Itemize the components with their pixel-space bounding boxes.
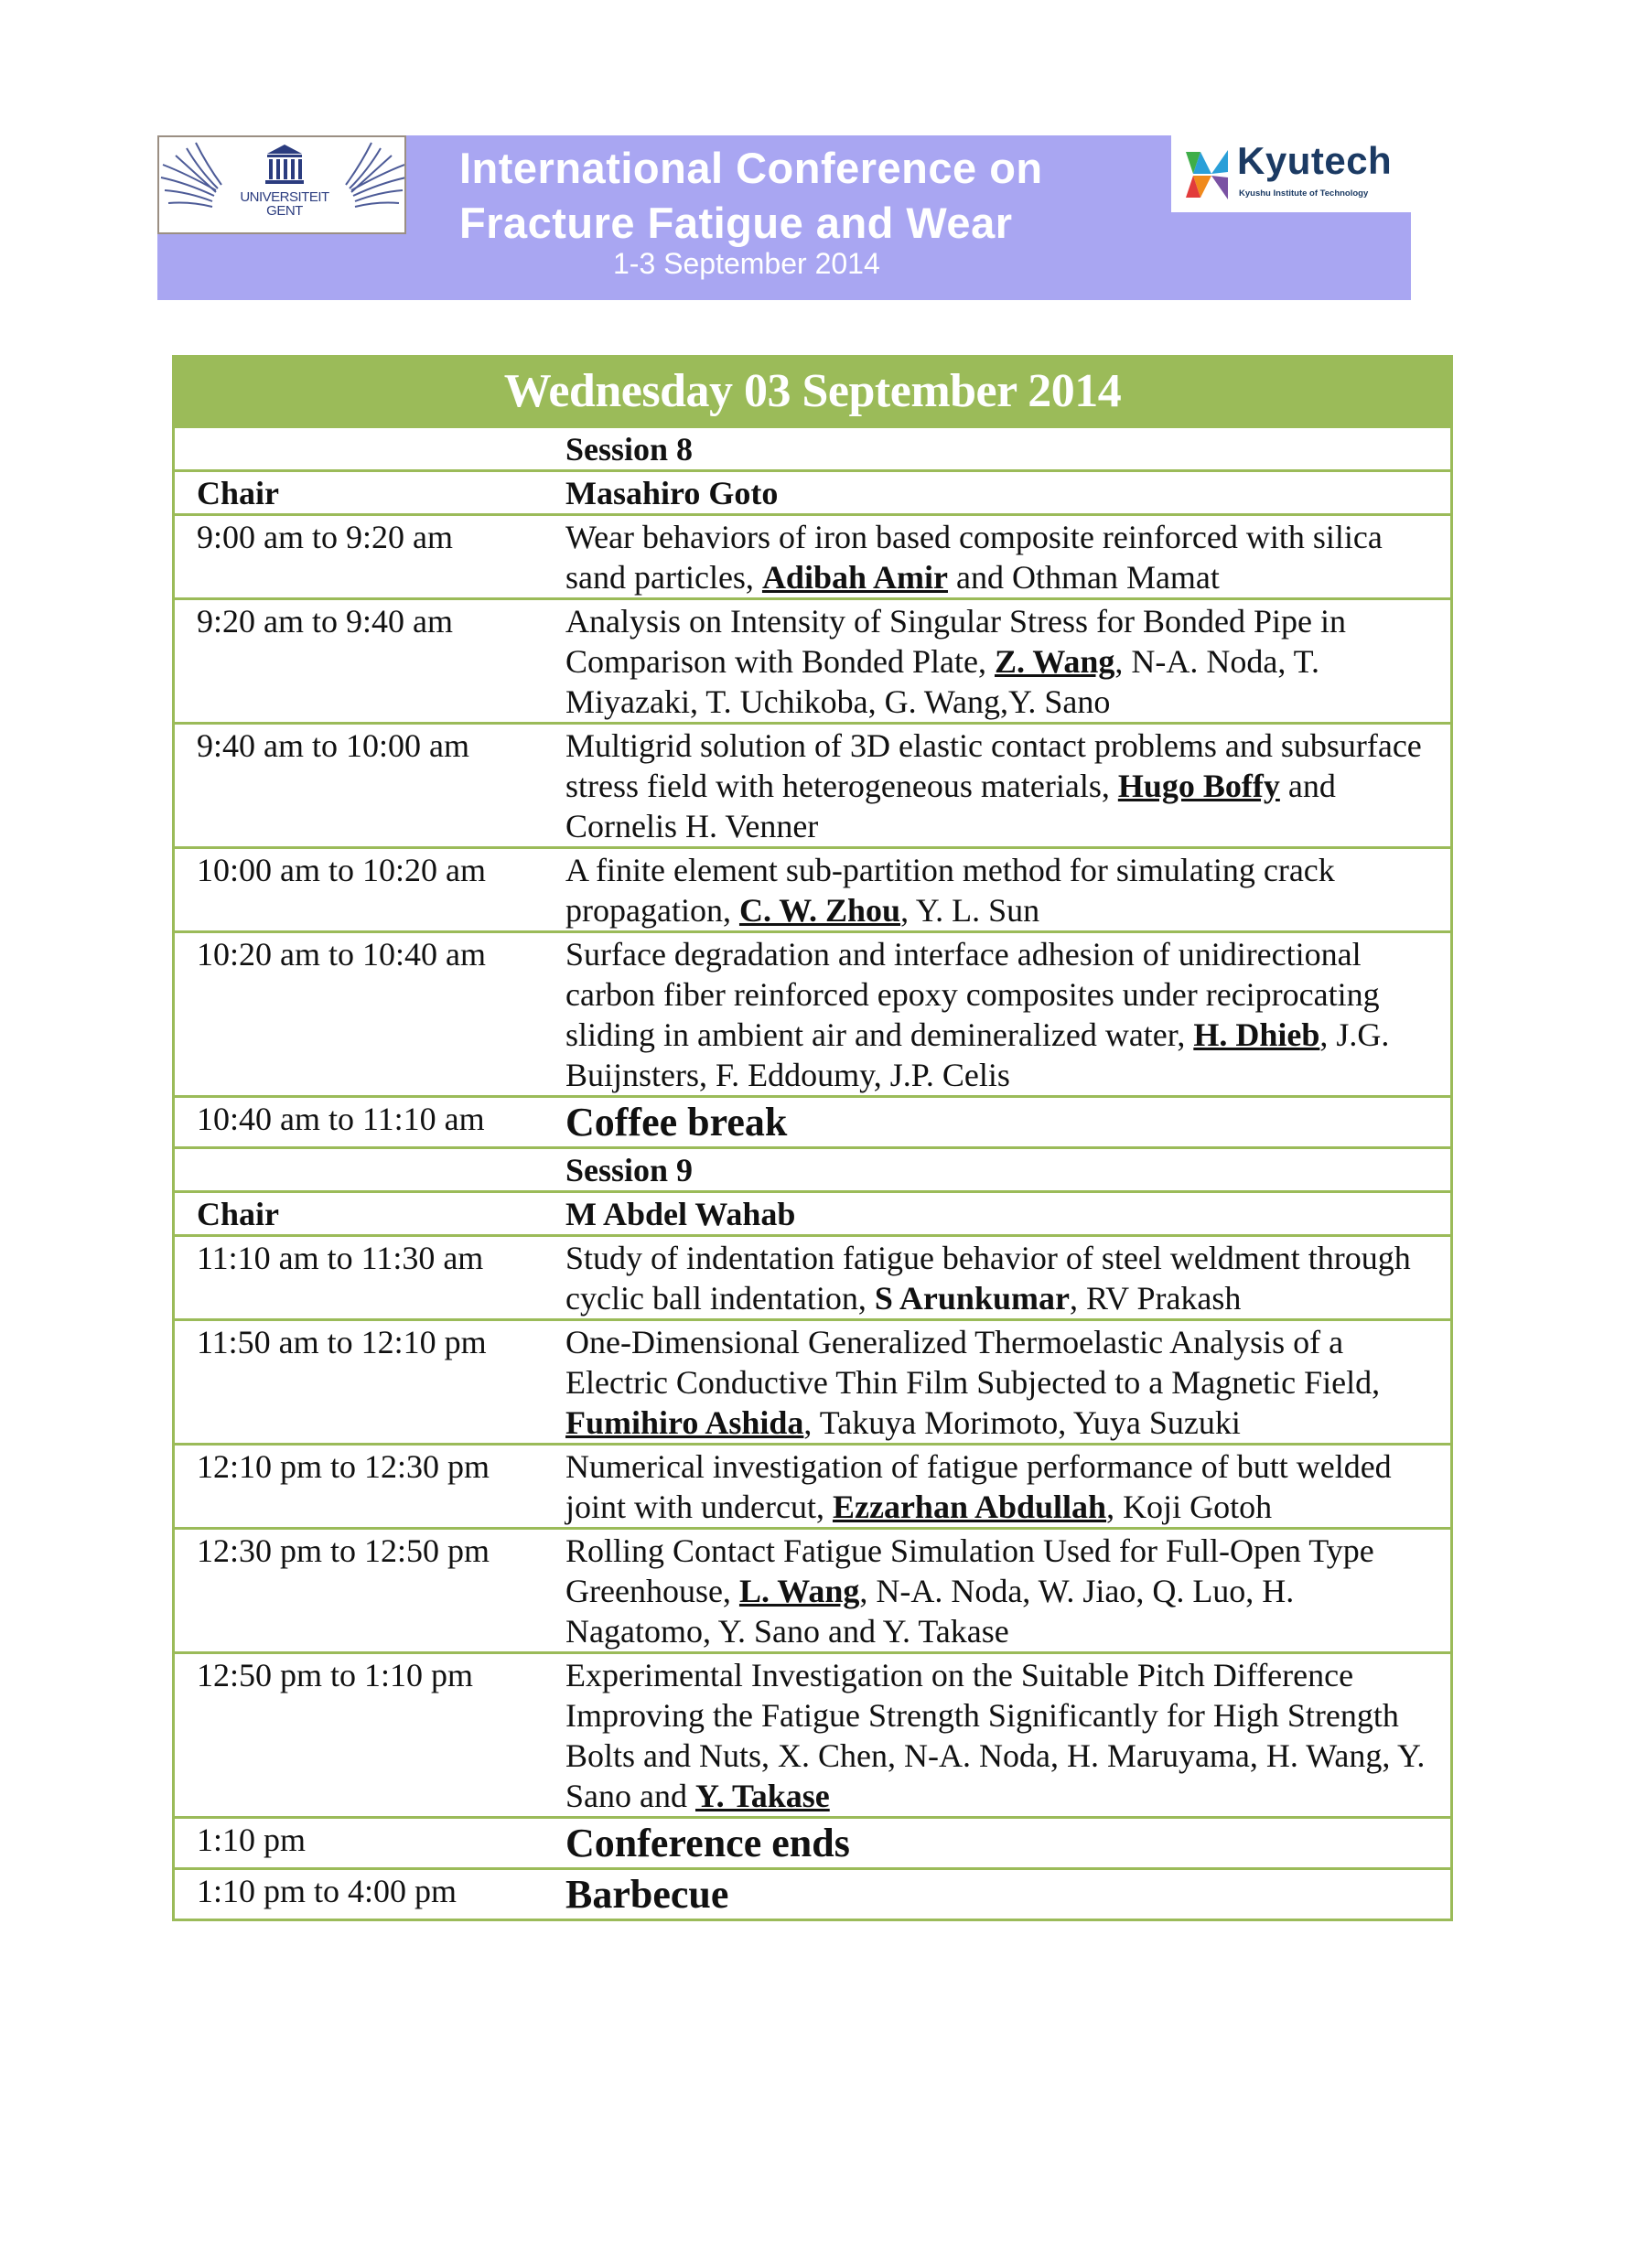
schedule-table bbox=[172, 355, 1453, 1921]
talk-presenter: C. W. Zhou bbox=[738, 892, 901, 929]
conference-title bbox=[459, 141, 1043, 251]
talk-coauthors: , N-A. Noda, W. Jiao, Q. Luo, H. Nagatomo, Y. Sano and Y. Takase bbox=[565, 1573, 1295, 1650]
table-row bbox=[175, 722, 1450, 846]
kyutech-logo-mark bbox=[1180, 146, 1233, 203]
table-row bbox=[175, 1527, 1450, 1651]
kyutech-name: Kyutech bbox=[1237, 139, 1393, 182]
talk-details bbox=[538, 600, 1450, 722]
kyutech-subtitle: Kyushu Institute of Technology bbox=[1239, 188, 1369, 199]
table-row bbox=[175, 1443, 1450, 1527]
talk-details bbox=[538, 725, 1450, 846]
coffee-break-time: 10:40 am to 11:10 am bbox=[197, 1101, 485, 1137]
talk-title: Study of indentation fatigue behavior of steel weldment through cyclic ball indentation, bbox=[565, 1240, 1411, 1317]
conference-title-line1: International Conference on bbox=[459, 144, 1043, 192]
barbecue-time: 1:10 pm to 4:00 pm bbox=[197, 1873, 458, 1909]
coffee-break-label: Coffee break bbox=[565, 1100, 788, 1145]
talk-details bbox=[538, 1530, 1450, 1651]
talk-coauthors: , Y. L. Sun bbox=[900, 892, 1040, 929]
kyutech-logo bbox=[1171, 135, 1411, 212]
talk-coauthors: , J.G. Buijnsters, F. Eddoumy, J.P. Celis bbox=[565, 1016, 1390, 1093]
talk-time: 10:20 am to 10:40 am bbox=[197, 936, 486, 973]
chair-row bbox=[175, 469, 1450, 513]
talk-coauthors: , Koji Gotoh bbox=[1106, 1489, 1273, 1525]
talk-presenter: H. Dhieb bbox=[1193, 1016, 1320, 1053]
talk-time: 12:10 pm to 12:30 pm bbox=[197, 1448, 490, 1485]
ugent-logo bbox=[157, 135, 406, 234]
talk-presenter: Adibah Amir bbox=[761, 559, 948, 596]
talk-title: Numerical investigation of fatigue performance of butt welded joint with undercut, bbox=[565, 1448, 1392, 1525]
coffee-break-row bbox=[175, 1095, 1450, 1146]
session-title: Session 9 bbox=[565, 1152, 694, 1188]
barbecue-label: Barbecue bbox=[565, 1872, 729, 1917]
talk-time: 11:10 am to 11:30 am bbox=[197, 1240, 484, 1276]
barbecue-row bbox=[175, 1867, 1450, 1919]
chair-name: Masahiro Goto bbox=[565, 475, 779, 511]
talk-coauthors: and Cornelis H. Venner bbox=[565, 768, 1336, 844]
talk-time: 9:40 am to 10:00 am bbox=[197, 727, 469, 764]
table-row bbox=[175, 597, 1450, 722]
talk-title: Multigrid solution of 3D elastic contact problems and subsurface stress field with heterogeneous materials, bbox=[565, 727, 1422, 804]
table-row bbox=[175, 1651, 1450, 1816]
conference-dates: 1-3 September 2014 bbox=[613, 247, 880, 280]
talk-coauthors: , N-A. Noda, T. Miyazaki, T. Uchikoba, G. Wang,Y. Sano bbox=[565, 643, 1320, 720]
conference-title-line2: Fracture Fatigue and Wear bbox=[459, 199, 1013, 247]
talk-details bbox=[538, 1446, 1450, 1527]
ugent-logo-graphic bbox=[159, 137, 406, 234]
talk-presenter: Ezzarhan Abdullah bbox=[832, 1489, 1107, 1525]
table-row bbox=[175, 930, 1450, 1095]
talk-presenter: S Arunkumar bbox=[874, 1280, 1070, 1317]
talk-time: 10:00 am to 10:20 am bbox=[197, 852, 486, 888]
talk-time: 9:20 am to 9:40 am bbox=[197, 603, 453, 640]
talk-coauthors: , RV Prakash bbox=[1069, 1280, 1242, 1317]
talk-presenter: Fumihiro Ashida bbox=[565, 1404, 804, 1441]
talk-details bbox=[538, 933, 1450, 1095]
talk-coauthors: and Othman Mamat bbox=[947, 559, 1220, 596]
talk-title: Experimental Investigation on the Suitable Pitch Difference Improving the Fatigue Strength Significantly for High Strength Bolts and Nuts, X. Chen, N-A. Noda, H. Maruyama, H. Wang, Y. Sano and bbox=[565, 1657, 1426, 1814]
chair-label: Chair bbox=[197, 1196, 279, 1232]
talk-time: 12:50 pm to 1:10 pm bbox=[197, 1657, 474, 1693]
talk-presenter: Hugo Boffy bbox=[1117, 768, 1280, 804]
talk-details bbox=[538, 849, 1450, 930]
talk-time: 9:00 am to 9:20 am bbox=[197, 519, 453, 555]
day-title: Wednesday 03 September 2014 bbox=[175, 358, 1450, 425]
table-row bbox=[175, 846, 1450, 930]
talk-title: Analysis on Intensity of Singular Stress for Bonded Pipe in Comparison with Bonded Plate, bbox=[565, 603, 1346, 680]
talk-presenter: L. Wang bbox=[738, 1573, 860, 1609]
talk-title: Rolling Contact Fatigue Simulation Used for Full-Open Type Greenhouse, bbox=[565, 1532, 1374, 1609]
talk-details bbox=[538, 1321, 1450, 1443]
talk-details bbox=[538, 1654, 1450, 1816]
talk-presenter: Z. Wang bbox=[994, 643, 1115, 680]
conference-ends-time: 1:10 pm bbox=[197, 1822, 307, 1858]
ugent-logo-text: UNIVERSITEIT GENT bbox=[240, 189, 329, 219]
chair-label: Chair bbox=[197, 475, 279, 511]
conference-banner bbox=[157, 135, 1411, 300]
session-time-cell-empty bbox=[175, 428, 538, 469]
session-header-row bbox=[175, 425, 1450, 469]
session-time-cell-empty bbox=[175, 1149, 538, 1190]
talk-details bbox=[538, 1237, 1450, 1318]
talk-title: Surface degradation and interface adhesion of unidirectional carbon fiber reinforced epoxy composites under reciprocating sliding in ambient air and demineralized water, bbox=[565, 936, 1380, 1053]
session-title: Session 8 bbox=[565, 431, 694, 468]
table-row bbox=[175, 513, 1450, 597]
table-row bbox=[175, 1234, 1450, 1318]
talk-coauthors: , Takuya Morimoto, Yuya Suzuki bbox=[803, 1404, 1241, 1441]
talk-title: A finite element sub-partition method for simulating crack propagation, bbox=[565, 852, 1335, 929]
conference-ends-label: Conference ends bbox=[565, 1821, 850, 1865]
table-row bbox=[175, 1318, 1450, 1443]
talk-presenter: Y. Takase bbox=[694, 1778, 830, 1814]
talk-title: Wear behaviors of iron based composite reinforced with silica sand particles, bbox=[565, 519, 1383, 596]
talk-time: 12:30 pm to 12:50 pm bbox=[197, 1532, 490, 1569]
chair-row bbox=[175, 1190, 1450, 1234]
talk-time: 11:50 am to 12:10 pm bbox=[197, 1324, 487, 1360]
talk-details bbox=[538, 516, 1450, 597]
session-header-row bbox=[175, 1146, 1450, 1190]
conference-ends-row bbox=[175, 1816, 1450, 1867]
talk-title: One-Dimensional Generalized Thermoelastic Analysis of a Electric Conductive Thin Film Subjected to a Magnetic Field, bbox=[565, 1324, 1381, 1401]
chair-name: M Abdel Wahab bbox=[565, 1196, 796, 1232]
